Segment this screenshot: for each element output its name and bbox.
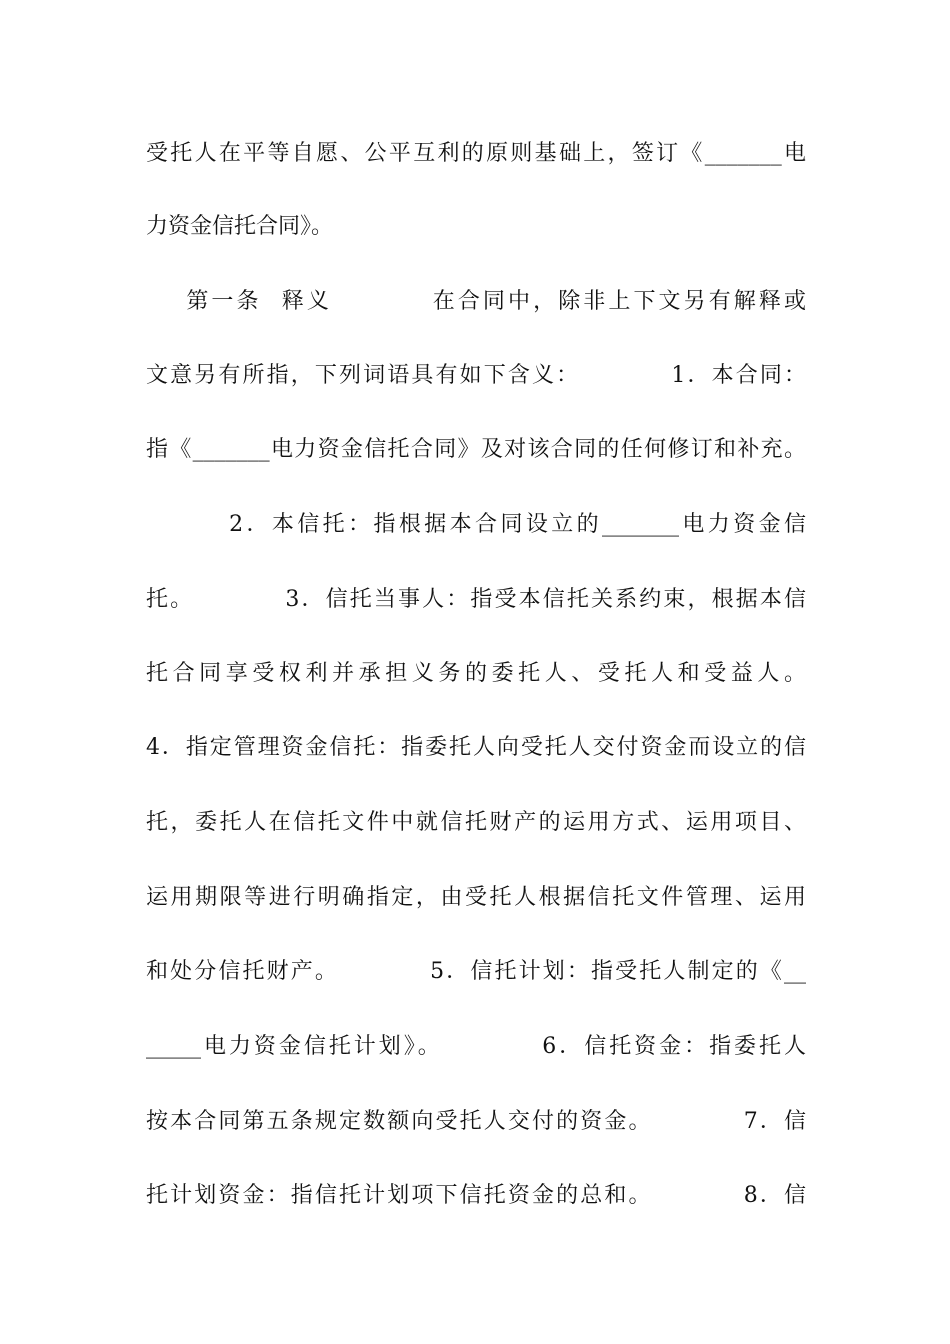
text-line: 文意另有所指，下列词语具有如下含义： 1．本合同：: [146, 363, 806, 388]
text-line: 力资金信托合同》。: [146, 214, 334, 239]
text-line: 第一条 释义 在合同中，除非上下文另有解释或: [146, 289, 806, 314]
text-line: 4．指定管理资金信托：指委托人向受托人交付资金而设立的信: [146, 735, 806, 760]
text-line: 托计划资金：指信托计划项下信托资金的总和。 8．信: [146, 1183, 806, 1208]
text-line: 受托人在平等自愿、公平互利的原则基础上，签订《_______电: [146, 141, 806, 166]
text-line: 2．本信托：指根据本合同设立的_______电力资金信: [146, 512, 806, 537]
text-line: 托。 3．信托当事人：指受本信托关系约束，根据本信: [146, 587, 806, 612]
text-line: 托，委托人在信托文件中就信托财产的运用方式、运用项目、: [146, 810, 806, 835]
text-line: 运用期限等进行明确指定，由受托人根据信托文件管理、运用: [146, 885, 806, 910]
text-line: 指《_______电力资金信托合同》及对该合同的任何修订和补充。: [146, 437, 806, 462]
text-line: _____电力资金信托计划》。 6．信托资金：指委托人: [146, 1034, 806, 1059]
text-line: 托合同享受权利并承担义务的委托人、受托人和受益人。: [146, 661, 806, 686]
text-line: 按本合同第五条规定数额向受托人交付的资金。 7．信: [146, 1109, 806, 1134]
text-line: 和处分信托财产。 5．信托计划：指受托人制定的《__: [146, 959, 806, 984]
